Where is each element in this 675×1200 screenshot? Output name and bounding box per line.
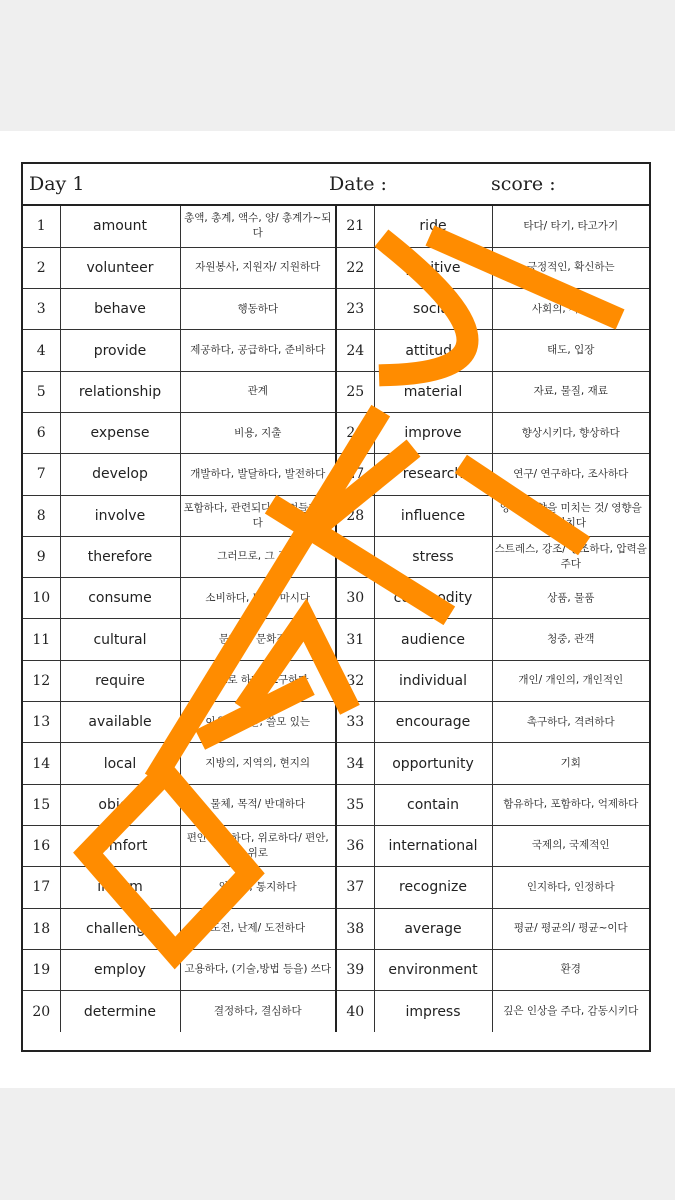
word-number: 17 xyxy=(23,867,60,908)
korean-meaning: 개인/ 개인의, 개인적인 xyxy=(492,660,649,701)
word-number: 34 xyxy=(336,743,374,784)
word-number: 7 xyxy=(23,454,60,495)
korean-meaning: 알리다, 통지하다 xyxy=(180,867,336,908)
vocabulary-table-body xyxy=(23,206,649,1032)
english-word: material xyxy=(374,371,492,412)
word-number: 30 xyxy=(336,578,374,619)
word-number: 14 xyxy=(23,743,60,784)
english-word: average xyxy=(374,908,492,949)
word-number: 29 xyxy=(336,536,374,577)
english-word: research xyxy=(374,454,492,495)
korean-meaning: 스트레스, 강조/ 강조하다, 압력을 주다 xyxy=(492,536,649,577)
korean-meaning: 사회의, 사교적인 xyxy=(492,289,649,330)
english-word: relationship xyxy=(60,371,180,412)
korean-meaning: 물체, 목적/ 반대하다 xyxy=(180,784,336,825)
table-row xyxy=(23,784,649,825)
table-row xyxy=(23,289,649,330)
korean-meaning: 기회 xyxy=(492,743,649,784)
korean-meaning: 총액, 총계, 액수, 양/ 총계가~되다 xyxy=(180,206,336,247)
english-word: impress xyxy=(374,991,492,1032)
table-row xyxy=(23,949,649,990)
korean-meaning: 이용 가능한, 쓸모 있는 xyxy=(180,702,336,743)
korean-meaning: 국제의, 국제적인 xyxy=(492,825,649,866)
word-number: 11 xyxy=(23,619,60,660)
word-number: 1 xyxy=(23,206,60,247)
korean-meaning: 평균/ 평균의/ 평균~이다 xyxy=(492,908,649,949)
english-word: volunteer xyxy=(60,247,180,288)
table-row xyxy=(23,247,649,288)
korean-meaning: 행동하다 xyxy=(180,289,336,330)
table-row xyxy=(23,454,649,495)
word-number: 35 xyxy=(336,784,374,825)
english-word: amount xyxy=(60,206,180,247)
table-row xyxy=(23,867,649,908)
table-row xyxy=(23,330,649,371)
korean-meaning: 그러므로, 그 결과 xyxy=(180,536,336,577)
korean-meaning: 자료, 물질, 재료 xyxy=(492,371,649,412)
korean-meaning: 고용하다, (기술,방법 등을) 쓰다 xyxy=(180,949,336,990)
table-row xyxy=(23,991,649,1032)
english-word: stress xyxy=(374,536,492,577)
vocabulary-table xyxy=(23,206,649,1032)
english-word: determine xyxy=(60,991,180,1032)
korean-meaning: 연구/ 연구하다, 조사하다 xyxy=(492,454,649,495)
word-number: 28 xyxy=(336,495,374,536)
table-row xyxy=(23,908,649,949)
word-number: 18 xyxy=(23,908,60,949)
english-word: behave xyxy=(60,289,180,330)
word-number: 27 xyxy=(336,454,374,495)
korean-meaning: 타다/ 타기, 타고가기 xyxy=(492,206,649,247)
english-word: therefore xyxy=(60,536,180,577)
table-row xyxy=(23,371,649,412)
korean-meaning: 태도, 입장 xyxy=(492,330,649,371)
table-row xyxy=(23,619,649,660)
english-word: require xyxy=(60,660,180,701)
word-number: 4 xyxy=(23,330,60,371)
korean-meaning: 관계 xyxy=(180,371,336,412)
english-word: ride xyxy=(374,206,492,247)
english-word: consume xyxy=(60,578,180,619)
word-number: 15 xyxy=(23,784,60,825)
korean-meaning: 향상시키다, 향상하다 xyxy=(492,412,649,453)
english-word: comfort xyxy=(60,825,180,866)
word-number: 21 xyxy=(336,206,374,247)
word-number: 8 xyxy=(23,495,60,536)
word-number: 38 xyxy=(336,908,374,949)
word-number: 3 xyxy=(23,289,60,330)
word-number: 31 xyxy=(336,619,374,660)
english-word: international xyxy=(374,825,492,866)
english-word: challenge xyxy=(60,908,180,949)
english-word: cultural xyxy=(60,619,180,660)
korean-meaning: 편안하게 하다, 위로하다/ 편안, 위로 xyxy=(180,825,336,866)
word-number: 32 xyxy=(336,660,374,701)
korean-meaning: 필요로 하다, 요구하다 xyxy=(180,660,336,701)
english-word: expense xyxy=(60,412,180,453)
table-row xyxy=(23,825,649,866)
english-word: recognize xyxy=(374,867,492,908)
english-word: develop xyxy=(60,454,180,495)
word-number: 22 xyxy=(336,247,374,288)
english-word: employ xyxy=(60,949,180,990)
english-word: attitude xyxy=(374,330,492,371)
table-row xyxy=(23,412,649,453)
word-number: 23 xyxy=(336,289,374,330)
score-label: score : xyxy=(491,173,556,195)
korean-meaning: 함유하다, 포함하다, 억제하다 xyxy=(492,784,649,825)
word-number: 36 xyxy=(336,825,374,866)
english-word: object xyxy=(60,784,180,825)
table-row xyxy=(23,578,649,619)
korean-meaning: 환경 xyxy=(492,949,649,990)
word-number: 40 xyxy=(336,991,374,1032)
word-number: 33 xyxy=(336,702,374,743)
korean-meaning: 개발하다, 발달하다, 발전하다 xyxy=(180,454,336,495)
korean-meaning: 영향, 영향을 미치는 것/ 영향을 끼치다 xyxy=(492,495,649,536)
english-word: improve xyxy=(374,412,492,453)
word-number: 37 xyxy=(336,867,374,908)
word-number: 16 xyxy=(23,825,60,866)
table-row xyxy=(23,702,649,743)
english-word: environment xyxy=(374,949,492,990)
english-word: influence xyxy=(374,495,492,536)
word-number: 5 xyxy=(23,371,60,412)
english-word: contain xyxy=(374,784,492,825)
word-number: 6 xyxy=(23,412,60,453)
sheet-header xyxy=(23,164,649,206)
korean-meaning: 문화의, 문화적인 xyxy=(180,619,336,660)
english-word: social xyxy=(374,289,492,330)
english-word: audience xyxy=(374,619,492,660)
word-number: 13 xyxy=(23,702,60,743)
word-number: 2 xyxy=(23,247,60,288)
date-label: Date : xyxy=(329,173,387,195)
korean-meaning: 촉구하다, 격려하다 xyxy=(492,702,649,743)
korean-meaning: 깊은 인상을 주다, 감동시키다 xyxy=(492,991,649,1032)
english-word: opportunity xyxy=(374,743,492,784)
vocabulary-sheet xyxy=(21,162,651,1052)
word-number: 39 xyxy=(336,949,374,990)
table-row xyxy=(23,743,649,784)
korean-meaning: 지방의, 지역의, 현지의 xyxy=(180,743,336,784)
korean-meaning: 도전, 난제/ 도전하다 xyxy=(180,908,336,949)
korean-meaning: 청중, 관객 xyxy=(492,619,649,660)
english-word: local xyxy=(60,743,180,784)
english-word: encourage xyxy=(374,702,492,743)
korean-meaning: 비용, 지출 xyxy=(180,412,336,453)
english-word: inform xyxy=(60,867,180,908)
word-number: 25 xyxy=(336,371,374,412)
table-row xyxy=(23,495,649,536)
word-number: 26 xyxy=(336,412,374,453)
word-number: 9 xyxy=(23,536,60,577)
word-number: 24 xyxy=(336,330,374,371)
day-label: Day 1 xyxy=(29,173,85,195)
word-number: 10 xyxy=(23,578,60,619)
word-number: 19 xyxy=(23,949,60,990)
table-row xyxy=(23,660,649,701)
korean-meaning: 제공하다, 공급하다, 준비하다 xyxy=(180,330,336,371)
table-row xyxy=(23,206,649,247)
korean-meaning: 상품, 물품 xyxy=(492,578,649,619)
word-number: 20 xyxy=(23,991,60,1032)
korean-meaning: 결정하다, 결심하다 xyxy=(180,991,336,1032)
word-number: 12 xyxy=(23,660,60,701)
english-word: commodity xyxy=(374,578,492,619)
english-word: provide xyxy=(60,330,180,371)
english-word: available xyxy=(60,702,180,743)
english-word: involve xyxy=(60,495,180,536)
english-word: individual xyxy=(374,660,492,701)
english-word: positive xyxy=(374,247,492,288)
korean-meaning: 긍정적인, 확신하는 xyxy=(492,247,649,288)
table-row xyxy=(23,536,649,577)
korean-meaning: 인지하다, 인정하다 xyxy=(492,867,649,908)
korean-meaning: 자원봉사, 지원자/ 지원하다 xyxy=(180,247,336,288)
korean-meaning: 소비하다, 먹다, 마시다 xyxy=(180,578,336,619)
korean-meaning: 포함하다, 관련되다, 말려들게 하다 xyxy=(180,495,336,536)
